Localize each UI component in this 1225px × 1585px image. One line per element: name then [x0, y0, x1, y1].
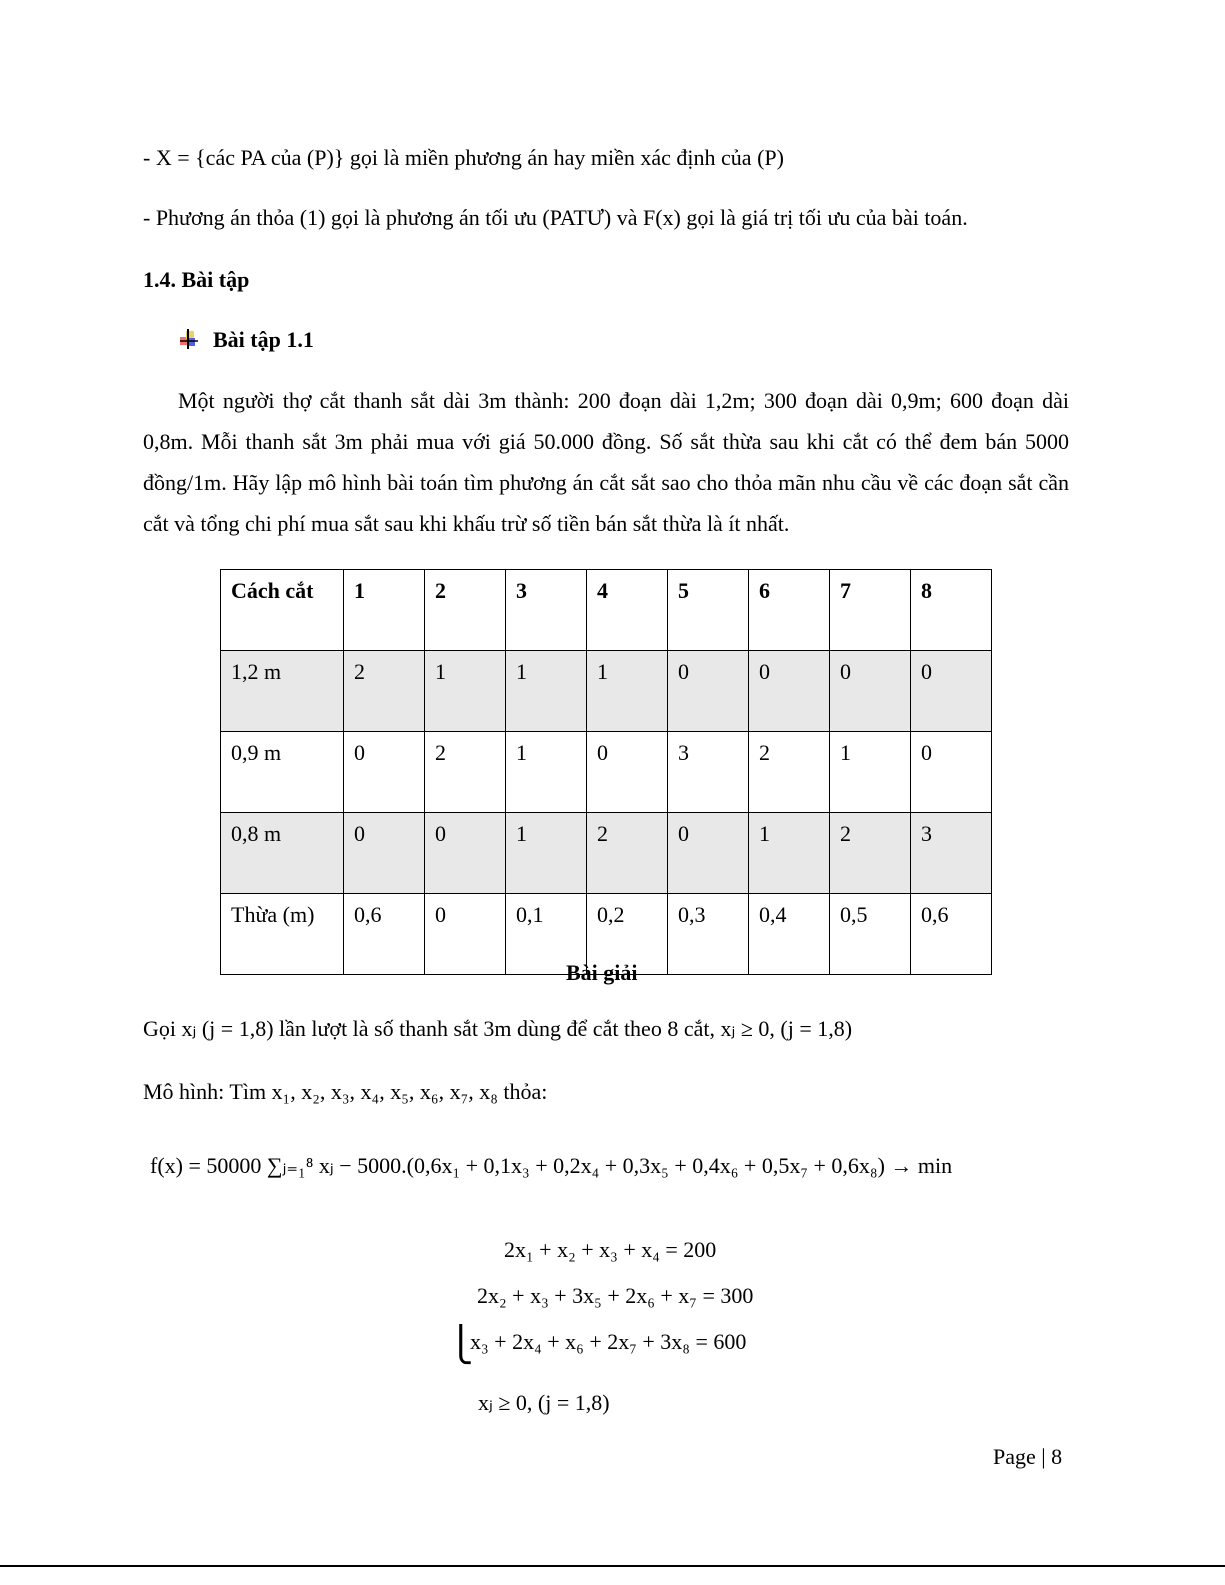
model-line: Mô hình: Tìm x₁, x₂, x₃, x₄, x₅, x₆, x₇, x₈ thỏa: [143, 1079, 548, 1104]
bullet-optimal-solution: - Phương án thỏa (1) gọi là phương án tối ưu (PATƯ) và F(x) gọi là giá trị tối ưu của bài toán. [143, 205, 968, 230]
table-cell: 1 [506, 813, 587, 894]
exercise-title: Bài tập 1.1 [213, 327, 314, 352]
table-row [221, 813, 992, 894]
cutting-table [220, 569, 992, 975]
table-cell: 0 [668, 813, 749, 894]
table-cell: 0,8 m [221, 813, 344, 894]
brace-symbol: ⎩ [448, 1327, 474, 1364]
table-cell: 2 [344, 651, 425, 732]
table-cell: 0 [668, 651, 749, 732]
table-cell: 1 [425, 651, 506, 732]
constraint-2: 2x₂ + x₃ + 3x₅ + 2x₆ + x₇ = 300 [477, 1283, 754, 1308]
table-cell: 0 [911, 651, 992, 732]
table-cell: 0 [587, 732, 668, 813]
table-cell: 4 [587, 570, 668, 651]
table-cell: 6 [749, 570, 830, 651]
variable-definition: Gọi xⱼ (j = 1,8) lần lượt là số thanh sắt 3m dùng để cắt theo 8 cắt, xⱼ ≥ 0, (j = 1,8) [143, 1016, 853, 1041]
table-cell: Thừa (m) [221, 894, 344, 975]
table-cell: 1 [749, 813, 830, 894]
table-cell: 0,3 [668, 894, 749, 975]
table-cell: 3 [668, 732, 749, 813]
table-cell: 0 [749, 651, 830, 732]
table-cell: 2 [830, 813, 911, 894]
table-cell: 8 [911, 570, 992, 651]
table-cell: 7 [830, 570, 911, 651]
section-heading: 1.4. Bài tập [143, 267, 250, 292]
table-cell: 0,1 [506, 894, 587, 975]
objective-function: f(x) = 50000 ∑ⱼ₌₁⁸ xⱼ − 5000.(0,6x₁ + 0,1x₃ + 0,2x₄ + 0,3x₅ + 0,4x₆ + 0,5x₇ + 0,6x₈) → min [150, 1153, 953, 1178]
table-cell: 0,4 [749, 894, 830, 975]
table-cell: 0,9 m [221, 732, 344, 813]
table-cell: 0,2 [587, 894, 668, 975]
exercise-text: Một người thợ cắt thanh sắt dài 3m thành: 200 đoạn dài 1,2m; 300 đoạn dài 0,9m; 600 đoạn dài 0,8m. Mỗi thanh sắt 3m phải mua với giá 50.000 đồng. Số sắt thừa sau khi cắt có thể đem bán 5000 đồng/1m. Hãy lập mô hình bài toán tìm phương án cắt sắt sao cho thỏa mãn nhu cầu về các đoạn sắt cần cắt và tổng chi phí mua sắt sau khi khấu trừ số tiền bán sắt thừa là ít nhất. [143, 388, 1069, 536]
solution-heading: Bài giải [566, 960, 638, 985]
constraint-3: x₃ + 2x₄ + x₆ + 2x₇ + 3x₈ = 600 [470, 1329, 747, 1354]
table-cell: 3 [911, 813, 992, 894]
table-header-row [221, 570, 992, 651]
table-cell: Cách cắt [221, 570, 344, 651]
table-cell: 0 [344, 813, 425, 894]
page-number: Page | 8 [993, 1444, 1063, 1469]
nonnegativity-constraint: xⱼ ≥ 0, (j = 1,8) [478, 1390, 610, 1415]
constraint-1: 2x₁ + x₂ + x₃ + x₄ = 200 [504, 1237, 717, 1262]
table-cell: 0 [425, 894, 506, 975]
table-cell: 0 [425, 813, 506, 894]
table-cell: 0,5 [830, 894, 911, 975]
table-cell: 2 [749, 732, 830, 813]
table-cell: 0,6 [911, 894, 992, 975]
table-cell: 1 [587, 651, 668, 732]
table-cell: 1 [506, 732, 587, 813]
table-cell: 1 [506, 651, 587, 732]
table-row [221, 732, 992, 813]
table-cell: 0 [830, 651, 911, 732]
table-cell: 5 [668, 570, 749, 651]
table-cell: 1 [344, 570, 425, 651]
table-cell: 1,2 m [221, 651, 344, 732]
table-row [221, 651, 992, 732]
table-cell: 0,6 [344, 894, 425, 975]
table-cell: 0 [911, 732, 992, 813]
bullet-marker-icon [178, 329, 198, 349]
page-bottom-border [0, 1565, 1225, 1567]
table-cell: 2 [425, 570, 506, 651]
table-cell: 0 [344, 732, 425, 813]
table-cell: 2 [587, 813, 668, 894]
bullet-feasible-region: - X = {các PA của (P)} gọi là miền phương án hay miền xác định của (P) [143, 145, 784, 170]
table-cell: 3 [506, 570, 587, 651]
table-cell: 2 [425, 732, 506, 813]
table-cell: 1 [830, 732, 911, 813]
